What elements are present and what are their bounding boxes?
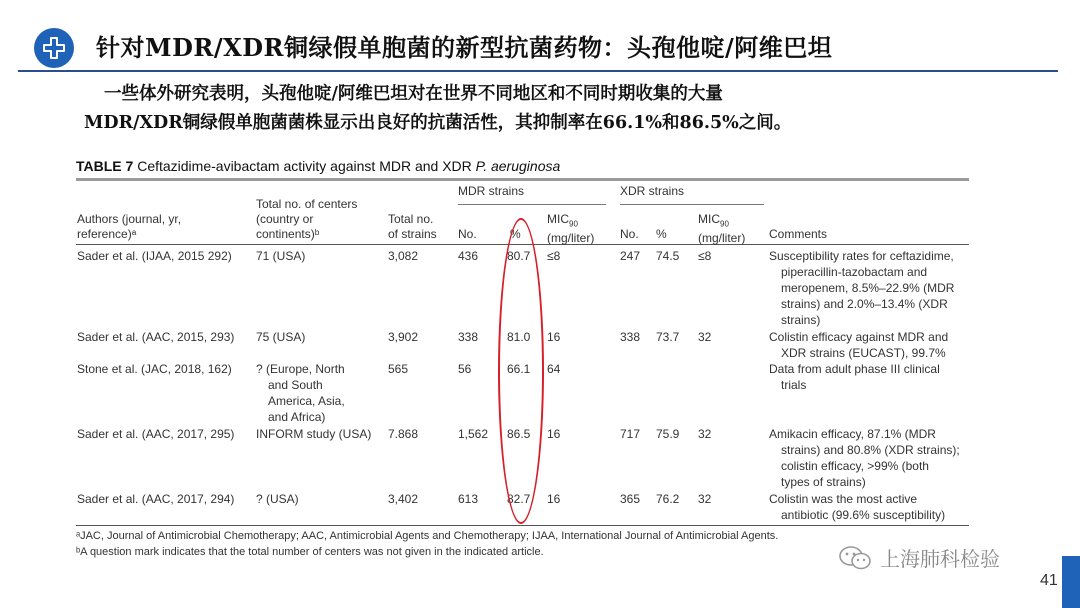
table-cell-xdr-no: 247 bbox=[620, 249, 641, 263]
table-cell-xdr-mic: 32 bbox=[698, 492, 712, 506]
comment-line: piperacillin-tazobactam and bbox=[781, 265, 928, 279]
watermark-text: 上海肺科检验 bbox=[880, 549, 1000, 571]
centers-line: ? (USA) bbox=[256, 492, 299, 506]
table-cell-xdr-no: 365 bbox=[620, 492, 641, 506]
table-cell-xdr-pct: 75.9 bbox=[656, 427, 680, 441]
table-caption bbox=[76, 158, 560, 174]
table-cell-centers bbox=[256, 248, 305, 264]
table-cell-comments bbox=[769, 361, 940, 393]
comment-line: types of strains) bbox=[781, 475, 866, 489]
intro-line-2: MDR/XDR铜绿假单胞菌菌株显示出良好的抗菌活性，其抑制率在66.1%和86.5%之间。 bbox=[84, 113, 792, 133]
table-caption-text: Ceftazidime-avibactam activity against MDR and XDR bbox=[137, 158, 472, 174]
table-cell-total: 565 bbox=[388, 362, 409, 376]
header-xdr-pct: % bbox=[656, 227, 667, 241]
header-centers-line3: continents)ᵇ bbox=[256, 227, 320, 241]
table-cell-xdr-mic: 32 bbox=[698, 427, 712, 441]
table-cell-centers bbox=[256, 491, 299, 507]
header-centers bbox=[256, 197, 357, 242]
header-mdr-mic bbox=[547, 212, 594, 246]
accent-bar bbox=[1062, 556, 1080, 608]
comment-line: Susceptibility rates for ceftazidime, bbox=[769, 249, 954, 263]
table-cell-mdr-mic: 16 bbox=[547, 330, 561, 344]
table-cell-xdr-pct: 74.5 bbox=[656, 249, 680, 263]
centers-line: ? (Europe, North bbox=[256, 362, 345, 376]
table-cell-mdr-pct: 80.7 bbox=[507, 249, 531, 263]
table-cell-centers bbox=[256, 361, 345, 425]
footnote-a: ᵃJAC, Journal of Antimicrobial Chemotherapy; AAC, Antimicrobial Agents and Chemotherapy; IJAA, International Journal of Antimicrobial Agents. bbox=[76, 530, 779, 542]
table-cell-total: 3,402 bbox=[388, 492, 419, 506]
table-cell-mdr-pct: 81.0 bbox=[507, 330, 531, 344]
centers-line: and Africa) bbox=[268, 410, 326, 424]
header-centers-line2: (country or bbox=[256, 212, 314, 226]
centers-line: INFORM study (USA) bbox=[256, 427, 372, 441]
mic-label: MIC bbox=[698, 212, 720, 226]
plus-icon bbox=[43, 37, 65, 59]
mic-subscript: 90 bbox=[569, 219, 578, 229]
table-cell-mdr-mic: 64 bbox=[547, 362, 561, 376]
comment-line: strains) bbox=[781, 313, 821, 327]
comment-line: XDR strains (EUCAST), 99.7% bbox=[781, 346, 946, 360]
table-cell-mdr-no: 613 bbox=[458, 492, 479, 506]
table-cell-mdr-no: 56 bbox=[458, 362, 472, 376]
table-cell-author: Sader et al. (AAC, 2017, 294) bbox=[77, 492, 235, 506]
table-cell-author: Stone et al. (JAC, 2018, 162) bbox=[77, 362, 232, 376]
header-xdr-no: No. bbox=[620, 227, 639, 241]
table-cell-xdr-no: 717 bbox=[620, 427, 641, 441]
watermark bbox=[838, 543, 1000, 572]
header-xdr-mic-line1 bbox=[698, 212, 745, 231]
table-cell-comments bbox=[769, 426, 960, 490]
comment-line: Colistin efficacy against MDR and bbox=[769, 330, 949, 344]
slide-title: 针对MDR/XDR铜绿假单胞菌的新型抗菌药物：头孢他啶/阿维巴坦 bbox=[96, 33, 833, 62]
table-cell-xdr-pct: 76.2 bbox=[656, 492, 680, 506]
page-number: 41 bbox=[1040, 572, 1058, 589]
header-comments: Comments bbox=[769, 227, 828, 241]
comment-line: Data from adult phase III clinical bbox=[769, 362, 940, 376]
title-divider bbox=[18, 70, 1058, 72]
mdr-group-rule bbox=[458, 204, 606, 205]
footnote-b: ᵇA question mark indicates that the total number of centers was not given in the indicated article. bbox=[76, 546, 544, 558]
header-strains-line1: Total no. bbox=[388, 212, 434, 226]
table-cell-author: Sader et al. (IJAA, 2015 292) bbox=[77, 249, 232, 263]
table-cell-total: 3,082 bbox=[388, 249, 419, 263]
table-cell-comments bbox=[769, 491, 945, 523]
mic-label: MIC bbox=[547, 212, 569, 226]
comment-line: meropenem, 8.5%–22.9% (MDR bbox=[781, 281, 955, 295]
wechat-icon bbox=[838, 544, 872, 572]
table-cell-xdr-no: 338 bbox=[620, 330, 641, 344]
table-cell-mdr-mic: 16 bbox=[547, 427, 561, 441]
comment-line: trials bbox=[781, 378, 807, 392]
header-authors bbox=[77, 212, 181, 242]
comment-line: strains) and 80.8% (XDR strains); bbox=[781, 443, 960, 457]
table-cell-mdr-no: 338 bbox=[458, 330, 479, 344]
table-caption-species: P. aeruginosa bbox=[475, 158, 561, 174]
comment-line: Colistin was the most active bbox=[769, 492, 918, 506]
mdr-group-header: MDR strains bbox=[458, 184, 525, 198]
table-cell-comments bbox=[769, 329, 948, 361]
centers-line: 71 (USA) bbox=[256, 249, 306, 263]
table-cell-author: Sader et al. (AAC, 2015, 293) bbox=[77, 330, 235, 344]
table-cell-mdr-pct: 82.7 bbox=[507, 492, 531, 506]
mic-subscript: 90 bbox=[720, 219, 729, 229]
centers-line: 75 (USA) bbox=[256, 330, 306, 344]
comment-line: colistin efficacy, >99% (both bbox=[781, 459, 929, 473]
header-xdr-mic-line2: (mg/liter) bbox=[698, 231, 746, 246]
comment-line: strains) and 2.0%–13.4% (XDR bbox=[781, 297, 948, 311]
table-caption-label: TABLE 7 bbox=[76, 158, 134, 174]
table-cell-mdr-pct: 66.1 bbox=[507, 362, 531, 376]
header-xdr-mic bbox=[698, 212, 745, 246]
highlight-ellipse bbox=[498, 218, 544, 524]
table-cell-total: 7.868 bbox=[388, 427, 419, 441]
header-mdr-pct: % bbox=[510, 227, 521, 241]
table-cell-xdr-mic: ≤8 bbox=[698, 249, 712, 263]
table-cell-mdr-no: 1,562 bbox=[458, 427, 489, 441]
table-cell-mdr-mic: 16 bbox=[547, 492, 561, 506]
header-centers-line1: Total no. of centers bbox=[256, 197, 358, 211]
slide-logo-icon bbox=[34, 28, 74, 68]
intro-text bbox=[84, 80, 1024, 138]
table-cell-total: 3,902 bbox=[388, 330, 419, 344]
header-total-strains bbox=[388, 212, 437, 242]
xdr-group-header: XDR strains bbox=[620, 184, 685, 198]
table-cell-comments bbox=[769, 248, 954, 328]
header-mdr-mic-line2: (mg/liter) bbox=[547, 231, 595, 246]
comment-line: Amikacin efficacy, 87.1% (MDR bbox=[769, 427, 936, 441]
table-cell-mdr-no: 436 bbox=[458, 249, 479, 263]
intro-line-1: 一些体外研究表明，头孢他啶/阿维巴坦对在世界不同地区和不同时期收集的大量 bbox=[104, 84, 723, 104]
table-cell-mdr-pct: 86.5 bbox=[507, 427, 531, 441]
table-cell-centers bbox=[256, 329, 305, 345]
header-mdr-mic-line1 bbox=[547, 212, 594, 231]
header-authors-line2: reference)ᵃ bbox=[77, 227, 137, 241]
table-cell-xdr-pct: 73.7 bbox=[656, 330, 680, 344]
table-cell-mdr-mic: ≤8 bbox=[547, 249, 561, 263]
header-mdr-no: No. bbox=[458, 227, 477, 241]
comment-line: antibiotic (99.6% susceptibility) bbox=[781, 508, 946, 522]
table-bottom-rule bbox=[76, 525, 969, 526]
table-top-rule bbox=[76, 178, 969, 181]
table-cell-author: Sader et al. (AAC, 2017, 295) bbox=[77, 427, 235, 441]
xdr-group-rule bbox=[620, 204, 764, 205]
centers-line: America, Asia, bbox=[268, 394, 345, 408]
table-cell-xdr-mic: 32 bbox=[698, 330, 712, 344]
table-cell-centers bbox=[256, 426, 371, 442]
header-strains-line2: of strains bbox=[388, 227, 437, 241]
header-authors-line1: Authors (journal, yr, bbox=[77, 212, 182, 226]
centers-line: and South bbox=[268, 378, 323, 392]
